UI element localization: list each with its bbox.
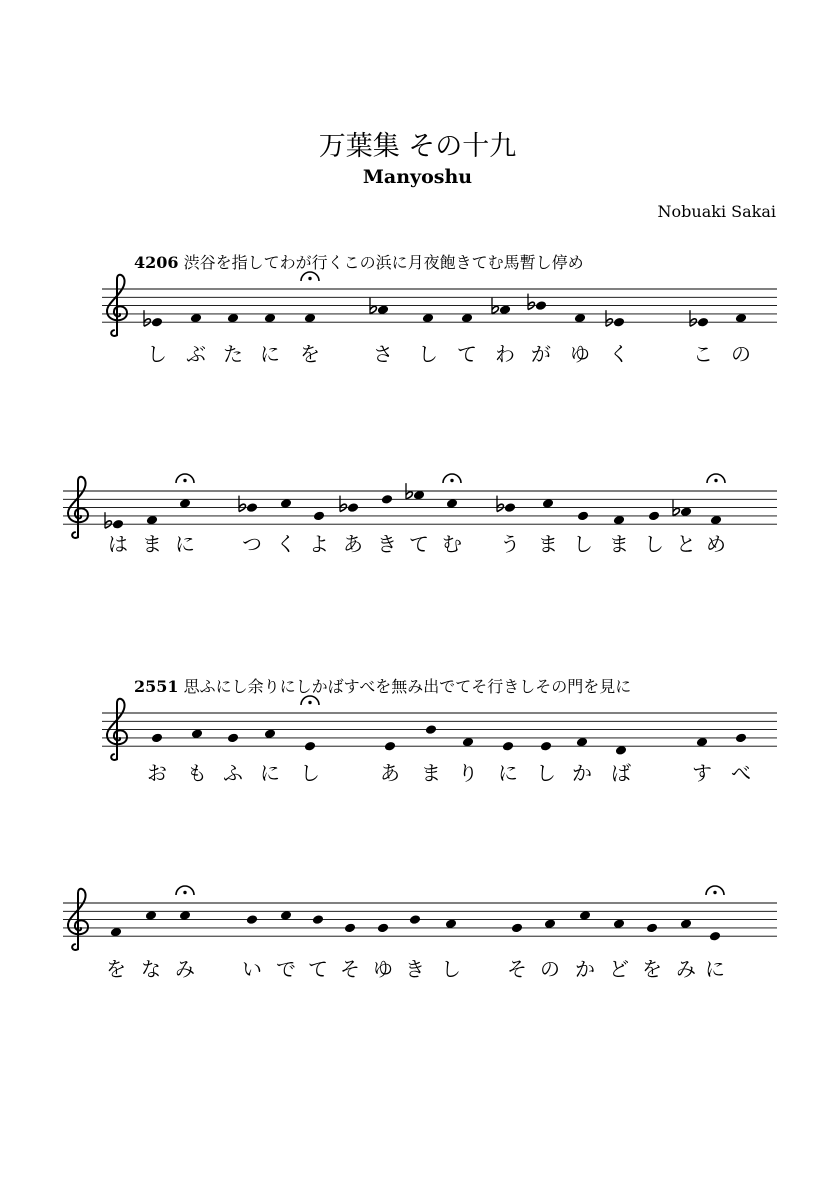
fermata-icon — [707, 474, 725, 483]
lyric-syllable: そ — [507, 957, 527, 981]
lyric-syllable: よ — [309, 532, 329, 556]
poem-number: 2551 — [134, 677, 179, 696]
lyric-syllable: す — [692, 761, 712, 785]
lyric-syllable: し — [147, 342, 167, 366]
note-head — [344, 922, 356, 933]
lyric-syllable: た — [223, 342, 243, 366]
lyric-syllable: ふ — [223, 761, 243, 785]
note-head — [697, 317, 709, 328]
staff-system — [102, 713, 777, 746]
note-head — [709, 931, 721, 942]
lyric-syllable: に — [705, 957, 725, 981]
lyric-syllable: ま — [421, 761, 441, 785]
lyric-syllable: き — [405, 957, 425, 981]
note-head — [246, 914, 258, 925]
lyric-syllable: さ — [373, 342, 393, 366]
note-head — [246, 502, 258, 513]
note-head — [577, 510, 589, 521]
lyric-syllable: む — [442, 532, 462, 556]
note-head — [151, 317, 163, 328]
composer: Nobuaki Sakai — [657, 202, 776, 221]
lyric-syllable: の — [731, 342, 751, 366]
lyric-syllable: つ — [242, 532, 262, 556]
lyric-syllable: に — [498, 761, 518, 785]
lyric-syllable: に — [260, 342, 280, 366]
lyric-syllable: み — [676, 957, 696, 981]
note-head — [409, 914, 421, 925]
lyric-syllable: あ — [343, 532, 363, 556]
poem-text: 渋谷を指してわが行くこの浜に月夜飽きてむ馬暫し停め — [183, 253, 584, 272]
lyric-syllable: し — [536, 761, 556, 785]
flat-sign — [690, 310, 696, 326]
lyric-syllable: し — [441, 957, 461, 981]
lyric-syllable: ぶ — [186, 342, 206, 366]
page-subtitle: Manyoshu — [362, 166, 473, 188]
note-head — [502, 741, 514, 752]
note-head — [377, 922, 389, 933]
note-head — [613, 317, 625, 328]
note-head — [511, 922, 523, 933]
lyric-syllable: く — [609, 342, 629, 366]
fermata-icon — [706, 886, 724, 895]
lyric-syllable: か — [575, 957, 595, 981]
lyric-syllable: に — [175, 532, 195, 556]
lyric-syllable: と — [676, 532, 696, 556]
note-head — [112, 519, 124, 530]
note-head — [735, 732, 747, 743]
fermata-icon — [301, 696, 319, 705]
note-head — [535, 300, 547, 311]
lyric-syllable: を — [300, 342, 320, 366]
note-head — [313, 510, 325, 521]
fermata-icon — [443, 474, 461, 483]
note-head — [304, 741, 316, 752]
lyric-syllable: み — [175, 957, 195, 981]
lyric-syllable: て — [308, 957, 328, 981]
lyric-syllable: ど — [609, 957, 629, 981]
note-head — [227, 732, 239, 743]
page-title: 万葉集 その十九 — [318, 131, 517, 162]
note-head — [646, 922, 658, 933]
lyric-syllable: の — [540, 957, 560, 981]
lyric-syllable: そ — [340, 957, 360, 981]
flat-sign — [497, 496, 503, 512]
flat-sign — [105, 512, 111, 528]
lyric-syllable: り — [458, 761, 478, 785]
lyric-syllable: し — [573, 532, 593, 556]
lyric-syllable: う — [500, 532, 520, 556]
note-head — [540, 741, 552, 752]
note-head — [648, 510, 660, 521]
lyric-syllable: し — [300, 761, 320, 785]
flat-sign — [528, 294, 534, 310]
fermata-icon — [176, 886, 194, 895]
lyric-syllable: ば — [611, 761, 631, 785]
lyric-syllable: を — [642, 957, 662, 981]
lyric-syllable: き — [377, 532, 397, 556]
poem-text: 思ふにし余りにしかばすべを無み出でてそ行きしその門を見に — [183, 677, 632, 696]
lyric-syllable: し — [644, 532, 664, 556]
note-head — [312, 914, 324, 925]
poem-number: 4206 — [134, 253, 179, 272]
lyric-syllable: い — [242, 957, 262, 981]
lyric-syllable: が — [531, 342, 551, 366]
lyric-syllable: あ — [380, 761, 400, 785]
note-head — [425, 724, 437, 735]
fermata-icon — [301, 272, 319, 281]
staff-system — [63, 903, 777, 936]
lyric-syllable: お — [147, 761, 167, 785]
lyric-syllable: こ — [693, 342, 713, 366]
note-head — [381, 494, 393, 505]
lyric-syllable: て — [409, 532, 429, 556]
lyric-syllable: て — [457, 342, 477, 366]
lyric-syllable: め — [706, 532, 726, 556]
fermata-icon — [176, 474, 194, 483]
lyric-syllable: ゆ — [570, 342, 590, 366]
lyric-syllable: で — [276, 957, 296, 981]
note-head — [347, 502, 359, 513]
lyric-syllable: を — [106, 957, 126, 981]
flat-sign — [340, 496, 346, 512]
lyric-syllable: ま — [538, 532, 558, 556]
lyric-syllable: な — [141, 957, 161, 981]
flat-sign — [144, 310, 150, 326]
lyric-syllable: か — [572, 761, 592, 785]
lyric-syllable: ま — [142, 532, 162, 556]
staff-system — [102, 289, 777, 322]
lyric-syllable: ま — [609, 532, 629, 556]
note-head — [384, 741, 396, 752]
flat-sign — [606, 310, 612, 326]
lyric-syllable: ゆ — [373, 957, 393, 981]
lyric-syllable: わ — [495, 342, 515, 366]
lyric-syllable: は — [108, 532, 128, 556]
lyric-syllable: も — [187, 761, 207, 785]
note-head — [151, 732, 163, 743]
flat-sign — [239, 496, 245, 512]
lyric-syllable: べ — [731, 761, 751, 785]
lyric-syllable: し — [418, 342, 438, 366]
note-head — [504, 502, 516, 513]
lyric-syllable: に — [260, 761, 280, 785]
lyric-syllable: く — [276, 532, 296, 556]
